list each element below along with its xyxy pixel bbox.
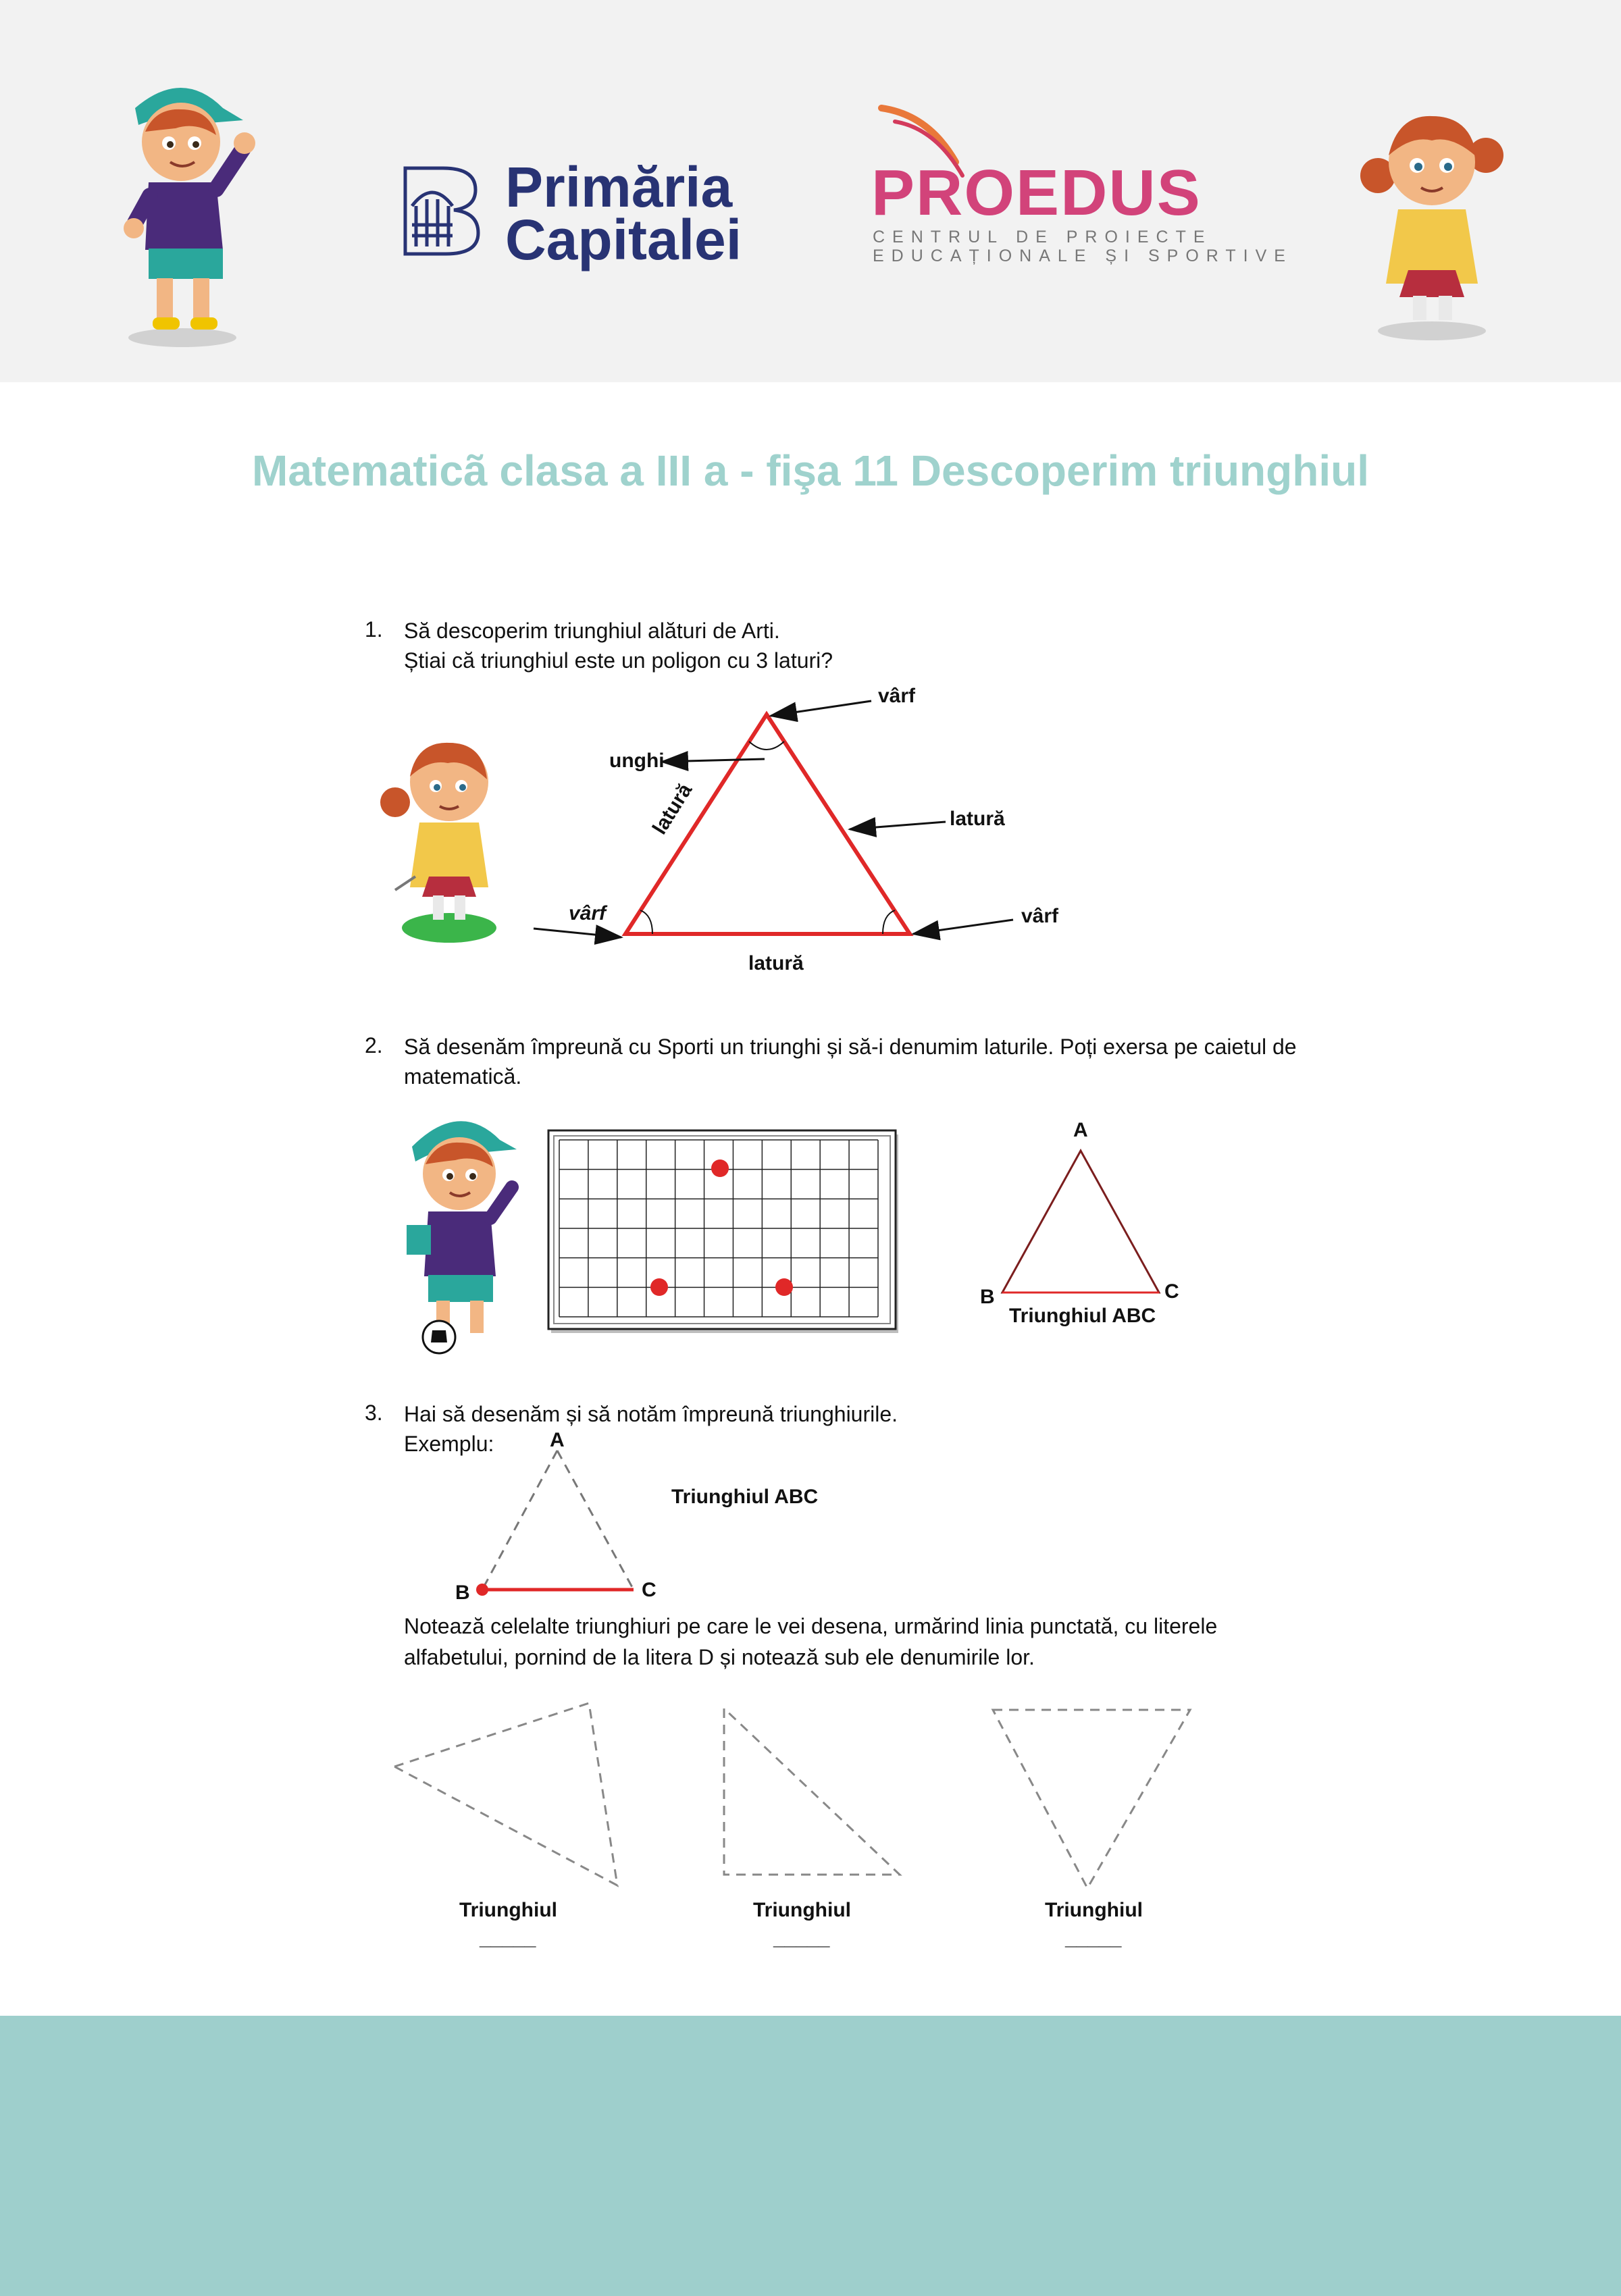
label-latura-bottom: latură (748, 952, 804, 974)
label-latura-right: latură (950, 808, 1005, 830)
proedus-name: PROEDUS (871, 157, 1202, 229)
ex3-vertex-c: C (642, 1579, 657, 1601)
label-varf-left: vârf (569, 902, 607, 924)
primaria-logo-icon (403, 165, 481, 257)
primaria-line1: Primăria (505, 155, 733, 219)
exercise2-number: 2. (365, 1033, 383, 1058)
grid-dot-right (775, 1278, 793, 1296)
exercise1-line1: Să descoperim triunghiul alături de Arti. (404, 619, 780, 643)
ex2-caption: Triunghiul ABC (1009, 1305, 1156, 1327)
trace-caption-1: Triunghiul (459, 1899, 557, 1921)
exercise1-triangle-diagram (527, 682, 1067, 993)
label-varf-right: vârf (1021, 905, 1059, 927)
trace-triangle-1 (394, 1703, 617, 1885)
grid-dot-left (650, 1278, 668, 1296)
exercise3-number: 3. (365, 1401, 383, 1425)
ex3-example-caption: Triunghiul ABC (671, 1486, 819, 1508)
grid-dot-top (711, 1159, 729, 1177)
exercise1-number: 1. (365, 617, 383, 642)
trace-triangle-2 (724, 1708, 900, 1875)
label-varf-top: vârf (878, 685, 916, 707)
proedus-sub2: EDUCAȚIONALE ȘI SPORTIVE (873, 246, 1293, 265)
label-unghi: unghi (609, 750, 665, 772)
example-triangle-abc (466, 1445, 648, 1600)
trace-triangle-3 (993, 1710, 1190, 1888)
trace-caption-3: Triunghiul (1045, 1899, 1143, 1921)
trace-blank-2: _____ (773, 1927, 830, 1950)
arti-mascot-image (375, 728, 510, 944)
dot-grid-board (544, 1128, 902, 1337)
exercise3-line1: Hai să desenăm și să notăm împreună triunghiurile. (404, 1402, 898, 1426)
sporti-mascot-image (398, 1099, 534, 1356)
proedus-sub1: CENTRUL DE PROIECTE (873, 228, 1212, 246)
exercise2-line2: matematică. (404, 1064, 522, 1089)
exercise3-instr-line2: alfabetului, pornind de la litera D și notează sub ele denumirile lor. (404, 1645, 1035, 1669)
ex3-vertex-a: A (550, 1429, 565, 1451)
ex3-vertex-b: B (455, 1582, 470, 1604)
trace-triangles (385, 1695, 1195, 1898)
trace-caption-2: Triunghiul (753, 1899, 851, 1921)
exercise3-example-label: Exemplu: (404, 1432, 494, 1456)
exercise2-line1: Să desenăm împreună cu Sporti un triunghi și să-i denumim laturile. Poți exersa pe caietul de (404, 1035, 1297, 1059)
exercise1-line2: Știai că triunghiul este un poligon cu 3 laturi? (404, 648, 833, 673)
ex2-vertex-b: B (980, 1286, 995, 1308)
boy-mascot-image (108, 68, 257, 351)
footer-band (0, 2016, 1621, 2296)
trace-blank-1: _____ (480, 1927, 536, 1950)
ex2-vertex-c: C (1164, 1280, 1179, 1303)
primaria-line2: Capitalei (505, 208, 742, 271)
exercise3-instr-line1: Notează celelalte triunghiuri pe care le vei desena, urmărind linia punctată, cu literele (404, 1614, 1218, 1638)
label-latura-left: latură (648, 779, 697, 839)
exercise2-triangle-abc (993, 1141, 1182, 1303)
ex2-vertex-a: A (1073, 1119, 1088, 1141)
trace-blank-3: _____ (1065, 1927, 1122, 1950)
page-title: Matematicã clasa a III a - fişa 11 Descoperim triunghiul (252, 446, 1369, 495)
girl-mascot-image (1351, 101, 1506, 344)
